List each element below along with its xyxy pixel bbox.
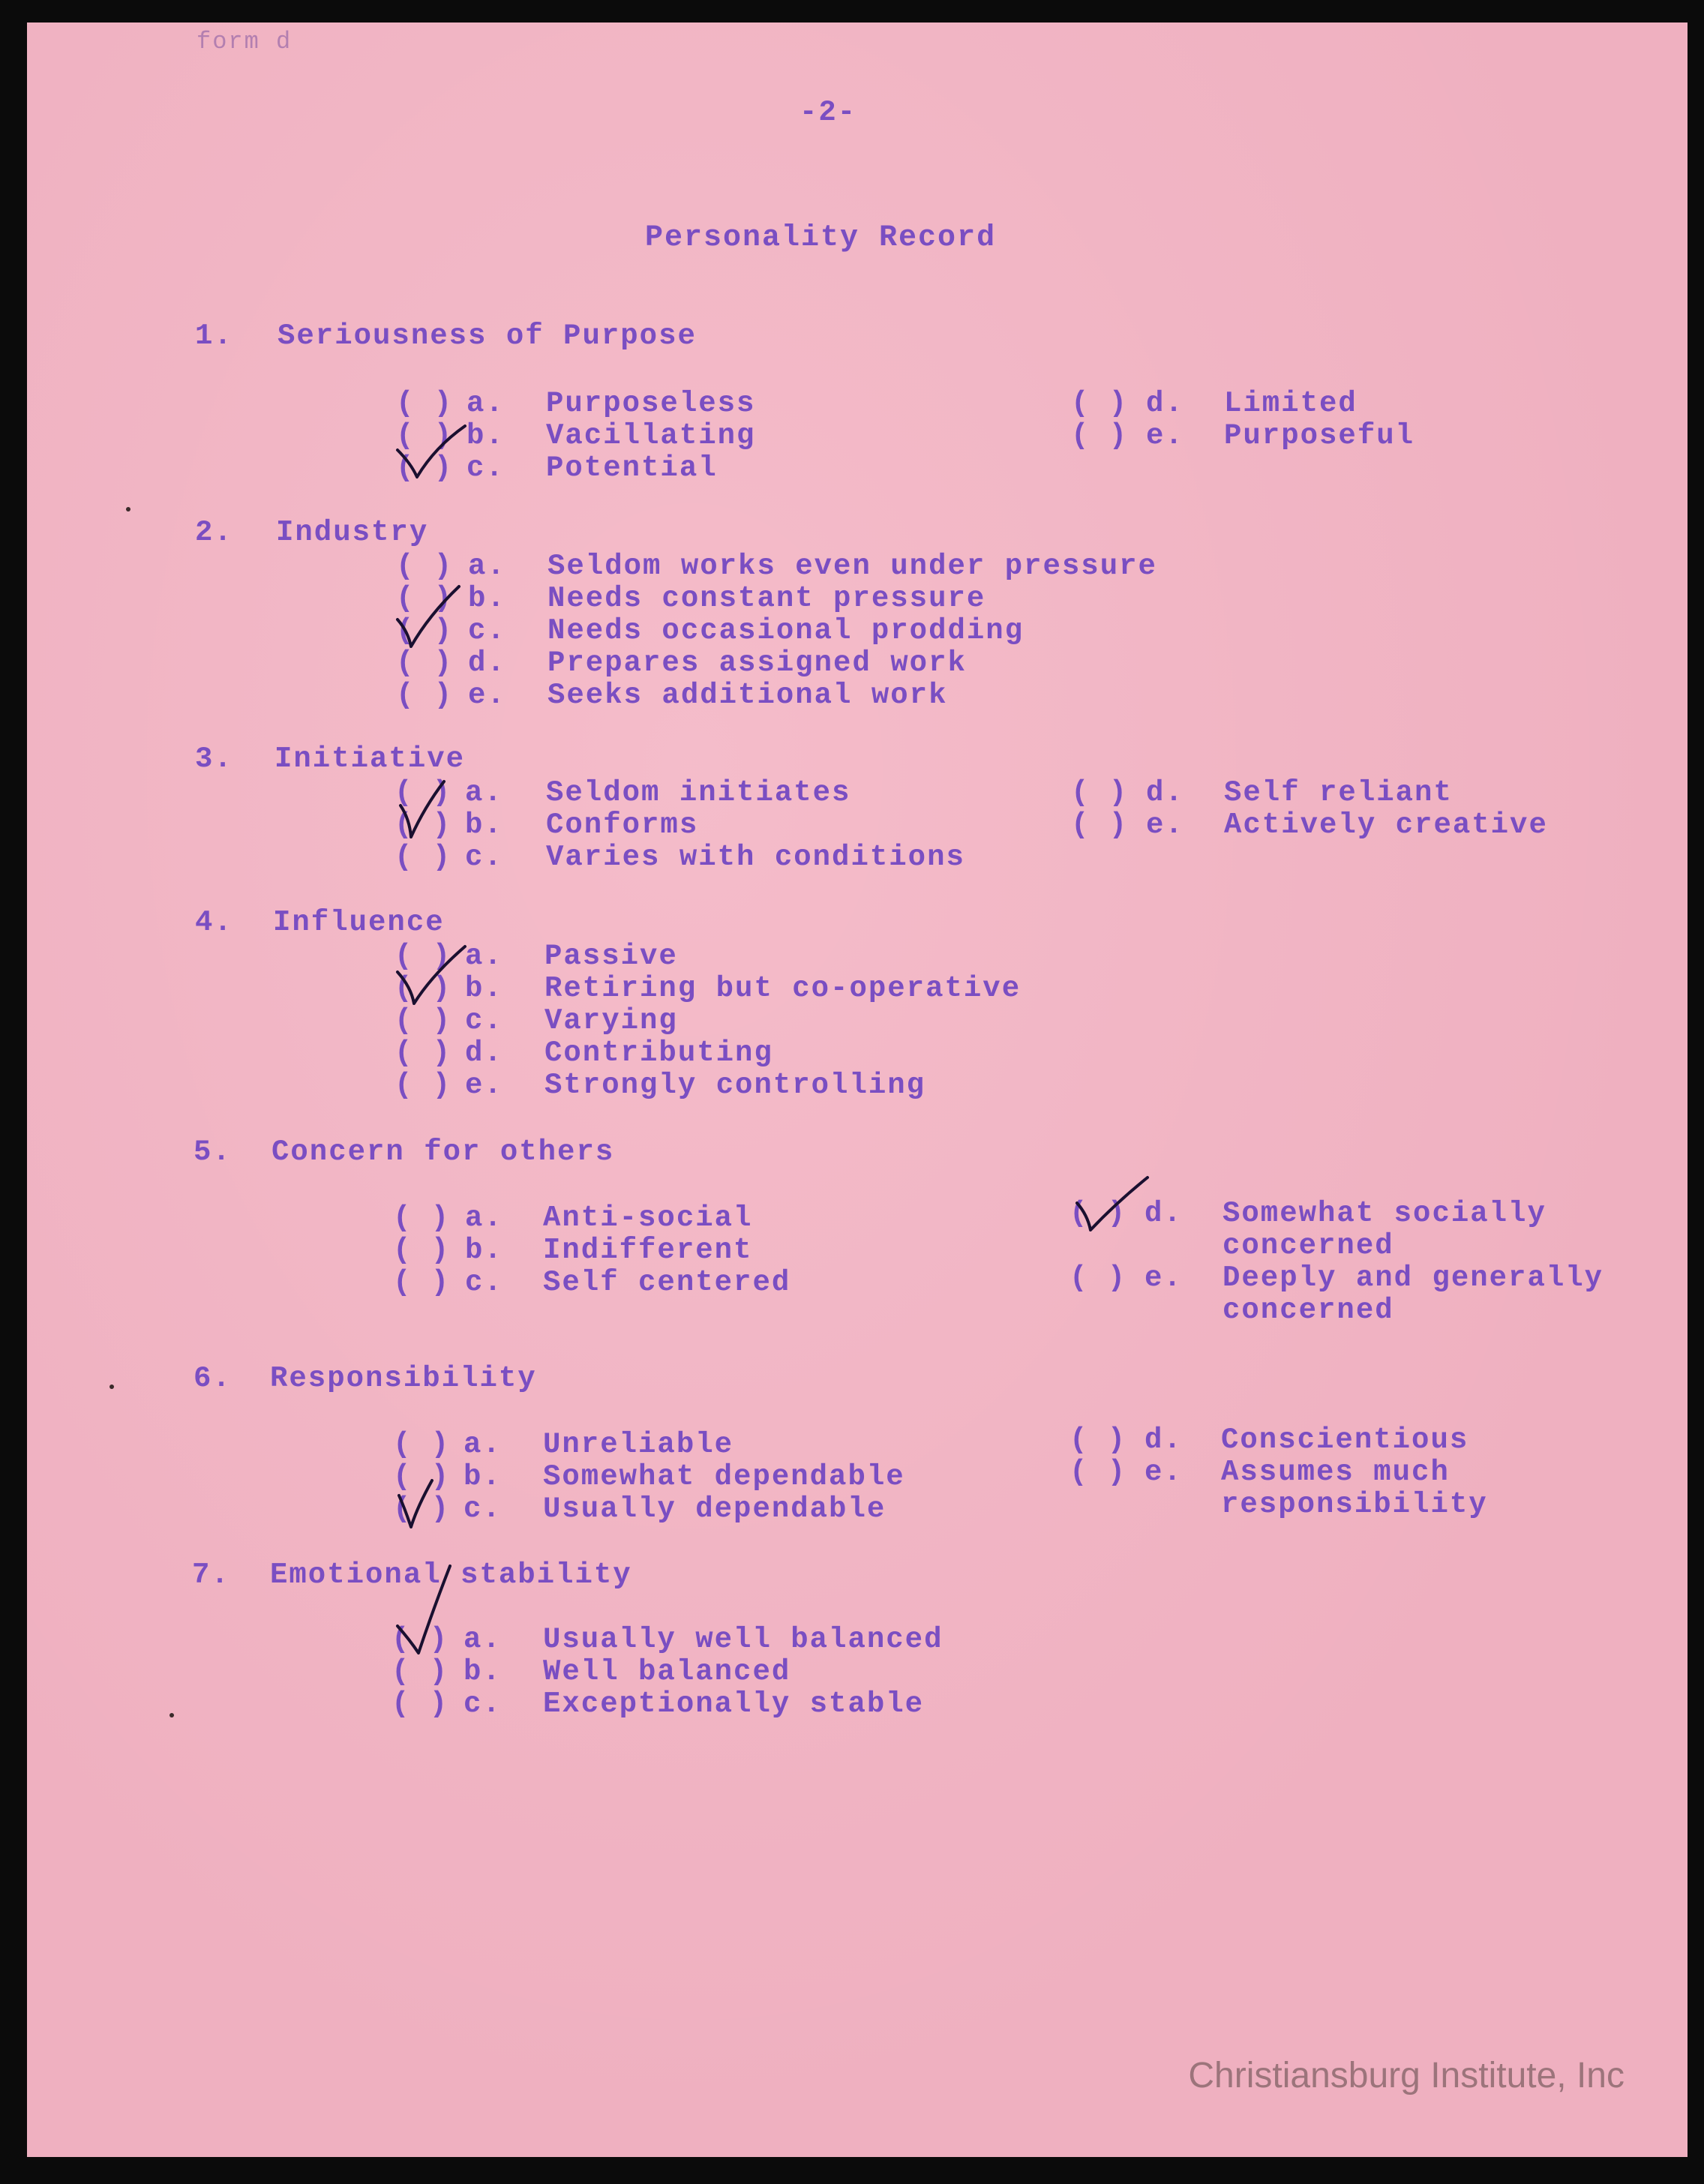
option-label: Seeks additional work [548, 679, 948, 712]
option-label: Indifferent [543, 1234, 753, 1267]
option-letter: d. [1146, 776, 1184, 809]
option-label: Self centered [543, 1266, 791, 1299]
option-label: Purposeful [1224, 419, 1415, 452]
option-checkbox[interactable]: ( ) [394, 808, 452, 842]
option-label: Usually dependable [543, 1492, 886, 1526]
section-number: 2. [195, 516, 233, 549]
option-checkbox[interactable]: ( ) [394, 1036, 452, 1070]
section-number: 5. [194, 1136, 232, 1168]
option-checkbox[interactable]: ( ) [396, 387, 454, 420]
option-label: Contributing [544, 1036, 773, 1070]
option-label: Needs constant pressure [548, 582, 986, 615]
option-label: Unreliable [543, 1428, 734, 1461]
option-checkbox[interactable]: ( ) [393, 1428, 451, 1461]
section-heading: Initiative [274, 742, 466, 776]
option-label: Assumes much [1221, 1456, 1450, 1489]
paper-speck [126, 507, 130, 512]
option-checkbox[interactable]: ( ) [394, 1004, 452, 1037]
option-letter: c. [464, 1688, 502, 1720]
option-label: Prepares assigned work [548, 646, 967, 680]
option-letter: a. [464, 1623, 502, 1656]
section-heading: Responsibility [270, 1362, 537, 1395]
option-label: Somewhat dependable [543, 1460, 905, 1493]
option-letter: a. [465, 776, 503, 809]
option-letter: b. [465, 1234, 503, 1267]
option-label: Limited [1224, 387, 1358, 420]
page-title: Personality Record [645, 221, 997, 255]
option-letter: c. [465, 1004, 503, 1037]
option-checkbox[interactable]: ( ) [1071, 419, 1129, 452]
option-checkbox[interactable]: ( ) [394, 776, 452, 809]
option-checkbox[interactable]: ( ) [1070, 1424, 1127, 1456]
option-checkbox[interactable]: ( ) [394, 940, 452, 973]
option-letter: b. [465, 972, 503, 1005]
option-label: Anti-social [543, 1202, 753, 1234]
section-heading: Concern for others [272, 1136, 615, 1168]
option-checkbox[interactable]: ( ) [392, 1623, 449, 1656]
option-label-continued: responsibility [1221, 1488, 1488, 1521]
section-number: 7. [192, 1558, 230, 1592]
option-letter: c. [468, 614, 506, 647]
section-number: 4. [195, 906, 233, 939]
option-letter: c. [464, 1492, 502, 1526]
option-label: Needs occasional prodding [548, 614, 1024, 647]
option-checkbox[interactable]: ( ) [1070, 1197, 1127, 1230]
option-letter: a. [468, 550, 506, 583]
option-label: Passive [544, 940, 678, 973]
option-letter: b. [465, 808, 503, 842]
option-letter: e. [465, 1069, 503, 1102]
option-label: Retiring but co-operative [544, 972, 1022, 1005]
option-letter: a. [466, 387, 505, 420]
option-label-continued: concerned [1222, 1229, 1394, 1262]
option-label: Varying [544, 1004, 678, 1037]
option-label: Seldom works even under pressure [548, 550, 1157, 583]
section-heading: Influence [273, 906, 445, 939]
option-checkbox[interactable]: ( ) [1071, 387, 1129, 420]
option-label: Well balanced [543, 1655, 791, 1688]
option-checkbox[interactable]: ( ) [394, 1069, 452, 1102]
option-label: Varies with conditions [546, 841, 965, 874]
option-checkbox[interactable]: ( ) [393, 1460, 451, 1493]
option-letter: b. [464, 1655, 502, 1688]
option-letter: a. [465, 940, 503, 973]
option-checkbox[interactable]: ( ) [396, 582, 454, 615]
option-checkbox[interactable]: ( ) [392, 1655, 449, 1688]
option-letter: d. [465, 1036, 503, 1070]
option-checkbox[interactable]: ( ) [393, 1234, 451, 1267]
section-number: 1. [195, 320, 233, 352]
option-label: Exceptionally stable [543, 1688, 925, 1720]
section-number: 3. [195, 742, 233, 776]
option-label: Vacillating [546, 419, 756, 452]
option-letter: b. [464, 1460, 502, 1493]
corner-note: form d [196, 28, 292, 56]
option-label: Seldom initiates [546, 776, 851, 809]
section-heading: Industry [276, 516, 429, 549]
option-letter: a. [464, 1428, 502, 1461]
page-number: -2- [800, 96, 857, 129]
option-letter: e. [1146, 808, 1184, 842]
option-checkbox[interactable]: ( ) [392, 1688, 449, 1720]
option-label-continued: concerned [1222, 1294, 1394, 1327]
option-letter: a. [465, 1202, 503, 1234]
watermark: Christiansburg Institute, Inc [1188, 2056, 1624, 2096]
option-checkbox[interactable]: ( ) [393, 1266, 451, 1299]
option-checkbox[interactable]: ( ) [396, 679, 454, 712]
option-checkbox[interactable]: ( ) [1070, 1262, 1127, 1294]
option-label: Potential [546, 452, 718, 484]
option-letter: e. [468, 679, 506, 712]
option-letter: d. [1146, 387, 1184, 420]
option-checkbox[interactable]: ( ) [396, 646, 454, 680]
option-letter: e. [1144, 1456, 1183, 1489]
option-letter: d. [468, 646, 506, 680]
option-checkbox[interactable]: ( ) [393, 1492, 451, 1526]
option-checkbox[interactable]: ( ) [396, 452, 454, 484]
option-letter: c. [466, 452, 505, 484]
option-checkbox[interactable]: ( ) [1070, 1456, 1127, 1489]
option-checkbox[interactable]: ( ) [394, 972, 452, 1005]
section-number: 6. [194, 1362, 232, 1395]
option-label: Actively creative [1224, 808, 1548, 842]
option-letter: e. [1146, 419, 1184, 452]
section-heading: Seriousness of Purpose [278, 320, 697, 352]
option-label: Somewhat socially [1222, 1197, 1546, 1230]
option-letter: d. [1144, 1197, 1183, 1230]
paper-speck [170, 1713, 174, 1718]
option-letter: d. [1144, 1424, 1183, 1456]
option-checkbox[interactable]: ( ) [396, 419, 454, 452]
option-checkbox[interactable]: ( ) [1071, 776, 1129, 809]
option-letter: c. [465, 1266, 503, 1299]
option-label: Purposeless [546, 387, 756, 420]
option-checkbox[interactable]: ( ) [396, 550, 454, 583]
section-heading: Emotional stability [270, 1558, 632, 1592]
paper-speck [110, 1384, 114, 1389]
option-label: Deeply and generally [1222, 1262, 1604, 1294]
option-label: Self reliant [1224, 776, 1453, 809]
option-letter: b. [468, 582, 506, 615]
option-checkbox[interactable]: ( ) [394, 841, 452, 874]
option-label: Conforms [546, 808, 699, 842]
option-label: Conscientious [1221, 1424, 1469, 1456]
option-checkbox[interactable]: ( ) [396, 614, 454, 647]
option-checkbox[interactable]: ( ) [1071, 808, 1129, 842]
option-label: Usually well balanced [543, 1623, 944, 1656]
option-checkbox[interactable]: ( ) [393, 1202, 451, 1234]
option-letter: e. [1144, 1262, 1183, 1294]
option-label: Strongly controlling [544, 1069, 926, 1102]
option-letter: c. [465, 841, 503, 874]
option-letter: b. [466, 419, 505, 452]
